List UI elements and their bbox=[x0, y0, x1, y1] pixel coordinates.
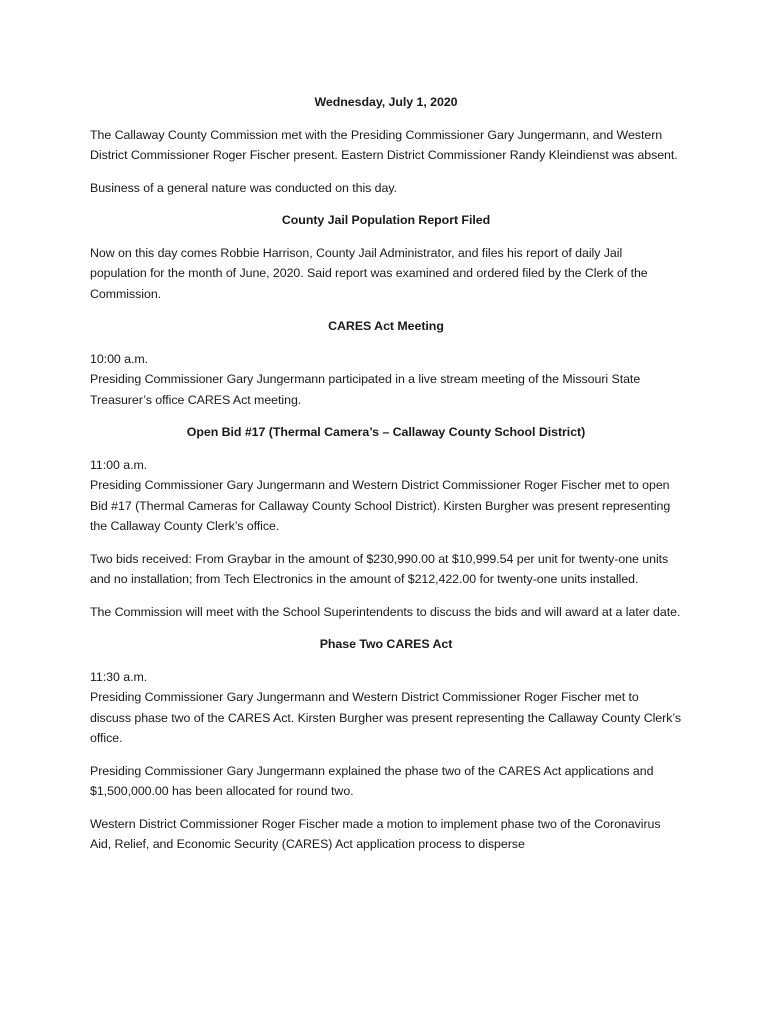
jail-report-paragraph: Now on this day comes Robbie Harrison, County Jail Administrator, and files his report of daily Jail population for the month of June, 2020. Said report was examined and ordered filed by the Clerk of the Commission. bbox=[90, 245, 648, 301]
cares-meeting-time: 10:00 a.m. bbox=[90, 351, 149, 366]
bid-followup-paragraph: The Commission will meet with the School Superintendents to discuss the bids and will award at a later date. bbox=[90, 604, 681, 619]
cares-meeting-paragraph bbox=[90, 349, 682, 411]
open-bid-body: Presiding Commissioner Gary Jungermann and Western District Commissioner Roger Fischer met to open Bid #17 (Thermal Cameras for Callaway County School District). Kirsten Burgher was present representing the Callaway County Clerk’s office. bbox=[90, 478, 671, 533]
attendance-paragraph: The Callaway County Commission met with the Presiding Commissioner Gary Jungermann, and Western District Commissioner Roger Fischer present. Eastern District Commissioner Randy Kleindienst was absent. bbox=[90, 127, 678, 162]
open-bid-heading: Open Bid #17 (Thermal Camera’s – Callaway County School District) bbox=[186, 425, 586, 439]
cares-meeting-body: Presiding Commissioner Gary Jungermann participated in a live stream meeting of the Missouri State Treasurer’s office CARES Act meeting. bbox=[90, 372, 641, 407]
phase-two-paragraph bbox=[90, 667, 682, 749]
open-bid-paragraph bbox=[90, 455, 682, 537]
date-heading: Wednesday, July 1, 2020 bbox=[314, 95, 458, 109]
phase-two-heading: Phase Two CARES Act bbox=[319, 637, 453, 651]
phase-two-time: 11:30 a.m. bbox=[90, 669, 148, 684]
minutes-page bbox=[90, 92, 682, 867]
phase-two-explanation-paragraph: Presiding Commissioner Gary Jungermann explained the phase two of the CARES Act applications and $1,500,000.00 has been allocated for round two. bbox=[90, 763, 654, 798]
jail-report-heading: County Jail Population Report Filed bbox=[281, 213, 491, 227]
open-bid-time: 11:00 a.m. bbox=[90, 457, 148, 472]
business-paragraph: Business of a general nature was conducted on this day. bbox=[90, 180, 397, 195]
phase-two-body: Presiding Commissioner Gary Jungermann and Western District Commissioner Roger Fischer met to discuss phase two of the CARES Act. Kirsten Burgher was present representing the Callaway County Clerk’s office. bbox=[90, 690, 681, 745]
cares-meeting-heading: CARES Act Meeting bbox=[328, 319, 444, 333]
phase-two-motion-paragraph: Western District Commissioner Roger Fischer made a motion to implement phase two of the Coronavirus Aid, Relief, and Economic Security (CARES) Act application process to disperse bbox=[90, 816, 661, 851]
bids-received-paragraph: Two bids received: From Graybar in the amount of $230,990.00 at $10,999.54 per unit for twenty-one units and no installation; from Tech Electronics in the amount of $212,422.00 for twenty-one units installed. bbox=[90, 551, 669, 586]
